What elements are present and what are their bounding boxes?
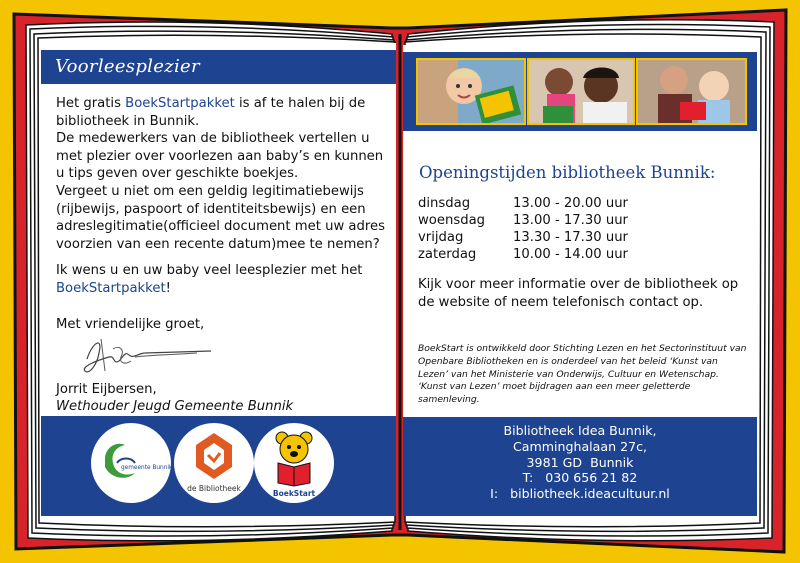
hours-time: 13.00 - 17.30 uur <box>513 213 628 228</box>
hours-day: vrijdag <box>418 230 464 245</box>
bibliotheek-logo-text: de Bibliotheek <box>187 484 241 493</box>
boekstartpakket-highlight: BoekStartpakket <box>125 96 235 111</box>
closing-greeting: Met vriendelijke groet, <box>56 316 205 332</box>
address-line-name: Bibliotheek Idea Bunnik, <box>503 423 657 438</box>
hours-row <box>418 195 628 212</box>
hours-time: 10.00 - 14.00 uur <box>513 247 628 262</box>
paragraph-wishes-text: Ik wens u en uw baby veel leesplezier met het <box>56 263 363 279</box>
opening-hours-title: Openingstijden bibliotheek Bunnik: <box>419 163 716 182</box>
address-website-link[interactable]: I: bibliotheek.ideacultuur.nl <box>490 486 670 502</box>
hours-time: 13.00 - 20.00 uur <box>513 196 628 211</box>
address-phone: T: 030 656 21 82 <box>522 470 638 486</box>
signer-block <box>56 381 293 415</box>
de-bibliotheek-logo <box>174 423 254 503</box>
hours-time: 13.30 - 17.30 uur <box>513 230 628 245</box>
letter-body <box>56 95 386 333</box>
left-page <box>41 43 396 516</box>
opening-hours-table <box>418 195 628 263</box>
paragraph-pickup <box>56 95 386 130</box>
photo-strip <box>403 52 757 131</box>
hours-day: woensdag <box>418 213 486 228</box>
boekstart-logo-text: BoekStart <box>272 489 316 498</box>
left-header-banner <box>41 50 396 84</box>
hours-day: zaterdag <box>418 247 477 262</box>
hours-day: dinsdag <box>418 196 471 211</box>
signer-name: Jorrit Eijbersen, <box>56 382 157 397</box>
library-address <box>403 423 757 502</box>
left-header-title: Voorleesplezier <box>55 56 200 77</box>
photo-baby-with-book <box>416 58 526 125</box>
hours-row <box>418 229 628 246</box>
gemeente-bunnik-logo <box>91 423 171 503</box>
address-banner <box>403 417 757 516</box>
paragraph-identification: Vergeet u niet om een geldig legitimatiebewijs (rijbewijs, paspoort of identiteitsbewijs) en een adreslegitimatie(officieel document met uw adres voorzien van een recente datum)mee te nemen? <box>56 183 386 252</box>
photo-mother-and-baby <box>527 58 635 125</box>
right-page <box>403 45 757 516</box>
handwritten-signature <box>79 331 219 383</box>
paragraph-wishes-end: ! <box>165 280 171 296</box>
boekstartpakket-highlight-2: BoekStartpakket <box>56 280 166 296</box>
address-line-street: Camminghalaan 27c, <box>512 438 648 454</box>
boekstart-fineprint: BoekStart is ontwikkeld door Stichting Lezen en het Sectorinstituut van Openbare Bibliotheken en is onderdeel van het beleid ‘Kunst van Lezen’ van het Ministerie van Onderwijs, Cultuur en Wetenschap. ‘Kunst van Lezen’ moet bijdragen aan een meer geletterde samenleving. <box>418 343 747 406</box>
boekstart-logo <box>254 423 334 503</box>
contact-info-text: Kijk voor meer informatie over de bibliotheek op de website of neem telefonisch contact op. <box>418 277 739 310</box>
gemeente-logo-text: gemeente Bunnik <box>121 465 171 471</box>
photo-father-and-baby <box>636 58 747 125</box>
hours-row <box>418 212 628 229</box>
hours-row <box>418 246 628 263</box>
signer-role: Wethouder Jeugd Gemeente Bunnik <box>56 399 294 414</box>
paragraph-wishes <box>56 262 386 297</box>
logo-banner <box>41 416 396 516</box>
address-line-postcode: 3981 GD Bunnik <box>526 454 634 470</box>
paragraph-pickup-text: Het gratis <box>56 96 126 111</box>
paragraph-pickup-text-end: is af te halen bij de bibliotheek in Bunnik. <box>56 96 366 129</box>
paragraph-staff: De medewerkers van de bibliotheek vertellen u met plezier over voorlezen aan baby’s en kunnen u tips geven over geschikte boekjes. <box>56 131 384 182</box>
